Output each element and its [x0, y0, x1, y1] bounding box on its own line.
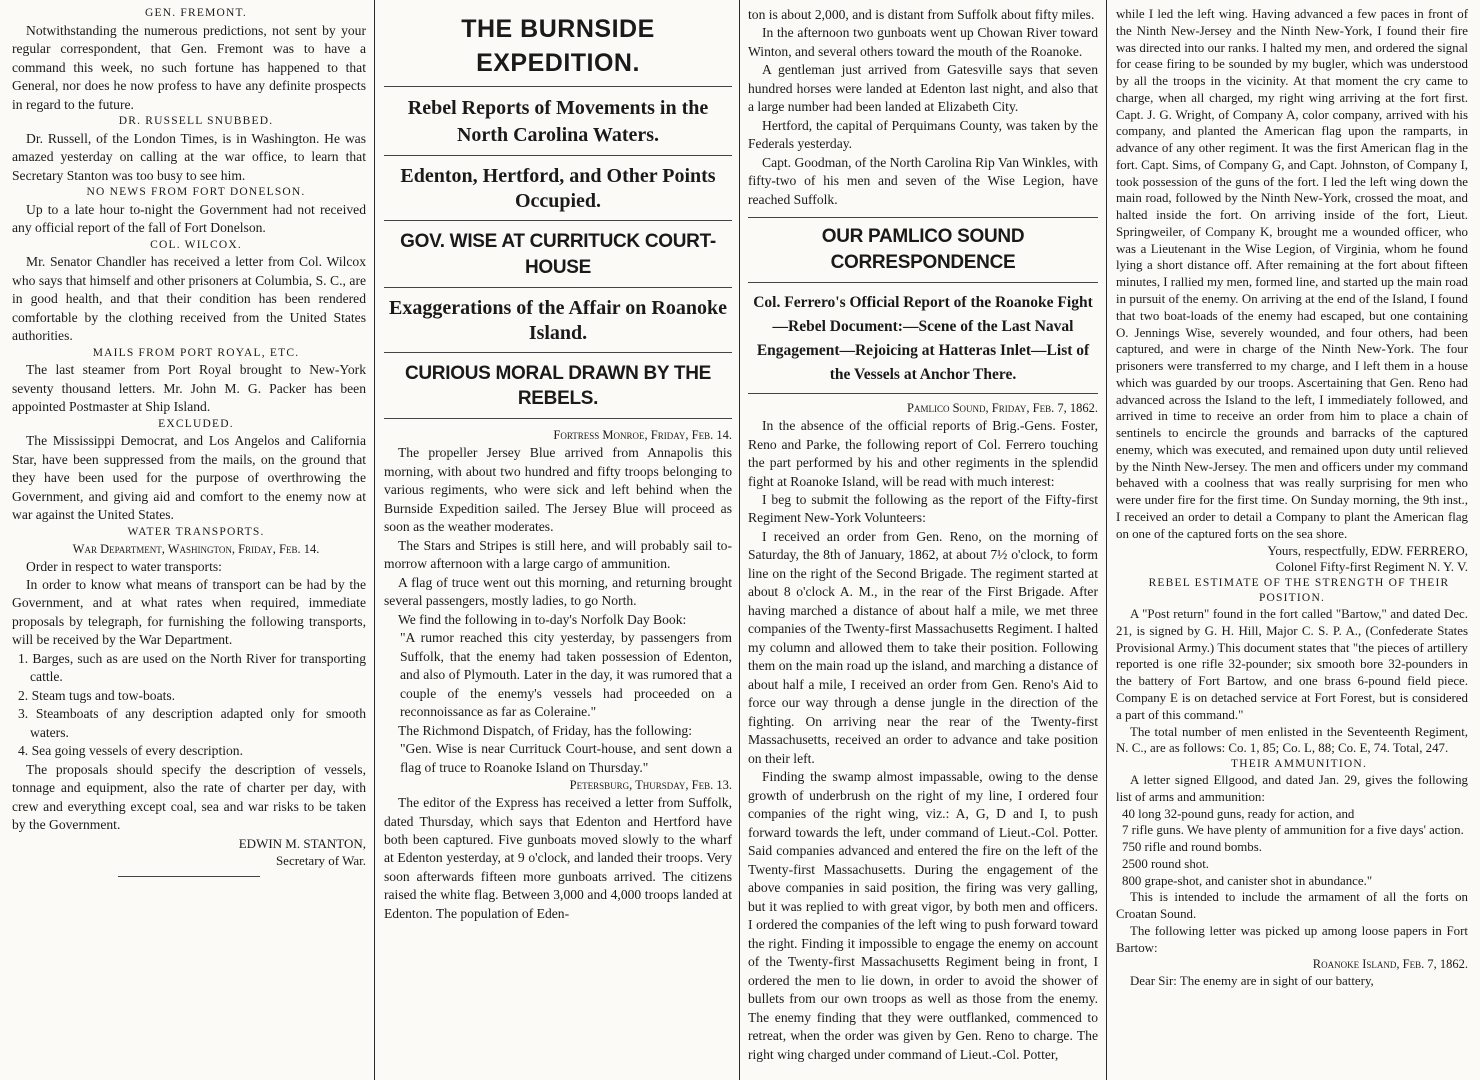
section-head: DR. RUSSELL SNUBBED. — [118, 115, 274, 128]
headline: THE BURNSIDE EXPEDITION. — [384, 12, 732, 87]
headline-deck: CURIOUS MORAL DRAWN BY THE REBELS. — [384, 361, 732, 420]
paragraph: Dear Sir: The enemy are in sight of our battery, — [1130, 973, 1374, 988]
divider — [118, 876, 260, 877]
paragraph: Hertford, the capital of Perquimans County, was taken by the Federals yesterday. — [748, 117, 1098, 152]
column-4 — [1110, 6, 1474, 1074]
paragraph: The last steamer from Port Royal brought to New-York seventy thousand letters. Mr. John M. G. Packer has been appointed Postmaster at Ship Island. — [12, 362, 366, 415]
section-head: THEIR AMMUNITION. — [1230, 758, 1368, 771]
paragraph: This is intended to include the armament of all the forts on Croatan Sound. — [1116, 890, 1468, 922]
paragraph: We find the following in to-day's Norfolk Day Book: — [398, 611, 687, 627]
quoted-text: "Gen. Wise is near Currituck Court-house, and sent down a flag of truce to Roanoke Island on Thursday." — [400, 741, 732, 775]
paragraph: I received an order from Gen. Reno, on the morning of Saturday, the 8th of January, 1862, at about 7½ o'clock, to form line on the right of the Second Brigade. The regiment started at about 8 o'clock A. M., in the rear of the First Brigade. After having marched a distance of about half a mile, we met three companies of the Twenty-first Massachusetts Regiment. I halted my column and allowed them to take their position. Following them on the main road up the island, and marching a distance of about half a mile, I received an order from Gen. Reno's Aid to force our way through a dense jungle in the direction of the fighting. On arriving near the rear of the Twenty-first Massachusetts, received an order to advance and take position on their left. — [748, 528, 1098, 766]
paragraph: A letter signed Ellgood, and dated Jan. 29, gives the following list of arms and ammunition: — [1116, 772, 1468, 804]
column-2 — [378, 6, 738, 1074]
paragraph: I beg to submit the following as the report of the Fifty-first Regiment New-York Volunteers: — [748, 491, 1098, 526]
section-head: EXCLUDED. — [158, 417, 234, 430]
quotation — [384, 629, 732, 721]
list-item: 4. Sea going vessels of every description. — [18, 743, 244, 759]
paragraph: The Mississippi Democrat, and Los Angelos and California Star, have been suppressed from the mails, on the ground that they have been used for the purpose of overthrowing the Government, and giving aid and comfort to the enemy now at war against the United States. — [12, 433, 366, 523]
paragraph: Up to a late hour to-night the Government had not received any official report of the fall of Fort Donelson. — [12, 201, 366, 236]
signature-title: Colonel Fifty-first Regiment N. Y. V. — [1275, 559, 1468, 575]
paragraph: The proposals should specify the description of vessels, tonnage and equipment, also the rate of charter per day, with crew and everything except coal, sea and war risks to be taken by the Government. — [12, 761, 366, 833]
headline: OUR PAMLICO SOUND CORRESPONDENCE — [748, 217, 1098, 283]
paragraph: A flag of truce went out this morning, and returning brought several passengers, mostly ladies, to go North. — [384, 574, 732, 609]
paragraph: The Stars and Stripes is still here, and will probably sail to-morrow afternoon with a large cargo of ammunition. — [384, 537, 732, 572]
column-1 — [6, 6, 372, 1074]
ammunition-list — [1116, 806, 1468, 890]
section-head: REBEL ESTIMATE OF THE STRENGTH OF THEIR POSITION. — [1148, 577, 1450, 605]
dateline: Roanoke Island, Feb. 7, 1862. — [1312, 957, 1468, 972]
paragraph: Order in respect to water transports: — [26, 558, 222, 574]
section-head: COL. WILCOX. — [150, 238, 242, 251]
quotation — [384, 740, 732, 777]
list-item: 2500 round shot. — [1122, 856, 1210, 871]
paragraph: Capt. Goodman, of the North Carolina Rip Van Winkles, with fifty-two of his men and seven of the Wise Legion, have reached Suffolk. — [748, 154, 1098, 207]
dateline: War Department, Washington, Friday, Feb. 14. — [72, 541, 320, 556]
list-item: 1. Barges, such as are used on the North River for transporting cattle. — [18, 650, 366, 685]
headline-deck: Exaggerations of the Affair on Roanoke Island. — [384, 296, 732, 353]
paragraph: In the afternoon two gunboats went up Chowan River toward Winton, and several others toward the mouth of the Roanoke. — [748, 25, 1098, 59]
section-head: GEN. FREMONT. — [145, 7, 247, 19]
paragraph: Mr. Senator Chandler has received a letter from Col. Wilcox who says that himself and other prisoners at Columbia, S. C., are in good health, and that their condition has been rendered comfortable by the clothing received from the United States authorities. — [12, 254, 366, 344]
headline-deck: Rebel Reports of Movements in the North Carolina Waters. — [384, 95, 732, 156]
transport-list — [12, 650, 366, 761]
paragraph: The Richmond Dispatch, of Friday, has the following: — [398, 722, 692, 738]
headline-deck: GOV. WISE AT CURRITUCK COURT-HOUSE — [384, 229, 732, 288]
paragraph: The total number of men enlisted in the Seventeenth Regiment, N. C., are as follows: Co. 1, 85; Co. L, 88; Co. E, 74. Total, 247. — [1116, 724, 1468, 756]
column-rule — [1106, 0, 1107, 1080]
paragraph: The propeller Jersey Blue arrived from Annapolis this morning, with about two hundred and fifty troops belonging to various regiments, who were sick and left behind when the Burnside Expedition sailed. The Jersey Blue will proceed as soon as the weather moderates. — [384, 445, 732, 535]
dateline: Petersburg, Thursday, Feb. 13. — [569, 778, 732, 793]
paragraph: A "Post return" found in the fort called "Bartow," and dated Dec. 21, is signed by G. H. Hill, Major C. S. P. A., (Confederate States Provisional Army.) This document states that "the pieces of artillery reported is one rifle 32-pounder; six smooth bore 32-pounders in the battery of Fort Bartow, and one brass 6-pound field piece. Company E is on detached service at Fort Forest, but is considered a part of this command." — [1116, 607, 1468, 722]
section-head: NO NEWS FROM FORT DONELSON. — [86, 186, 306, 199]
column-rule — [374, 0, 375, 1080]
column-3 — [742, 6, 1104, 1074]
list-item: 7 rifle guns. We have plenty of ammunition for a five days' action. — [1122, 823, 1464, 838]
section-head: WATER TRANSPORTS. — [127, 525, 265, 538]
paragraph: ton is about 2,000, and is distant from Suffolk about fifty miles. — [748, 7, 1095, 22]
list-item: 2. Steam tugs and tow-boats. — [18, 687, 176, 703]
paragraph: A gentleman just arrived from Gatesville says that seven hundred horses were landed at Edenton last night, and also that a large number had been landed at Elizabeth City. — [748, 62, 1098, 115]
dateline: Pamlico Sound, Friday, Feb. 7, 1862. — [907, 401, 1098, 416]
signature: Yours, respectfully, EDW. FERRERO, — [1267, 542, 1468, 558]
list-item: 40 long 32-pound guns, ready for action, and — [1122, 806, 1355, 821]
paragraph: Dr. Russell, of the London Times, is in Washington. He was amazed yesterday on calling at the war office, to learn that Secretary Stanton was too busy to see him. — [12, 130, 366, 183]
list-item: 3. Steamboats of any description adapted only for smooth waters. — [18, 706, 366, 740]
paragraph: The editor of the Express has received a letter from Suffolk, dated Thursday, which says that Edenton and Hertford have both been captured. Five gunboats moved slowly to the wharf at Edenton yesterday, at 9 o'clock, and landed their troops. Very soon afterwards fifteen more gunboats arrived. The citizens raised the white flag. Between 3,000 and 4,000 troops landed at Edenton. The population of Eden- — [384, 795, 732, 921]
paragraph: The following letter was picked up among loose papers in Fort Bartow: — [1116, 923, 1468, 955]
paragraph: In order to know what means of transport can be had by the Government, and at what rates when required, immediate proposals by telegraph, for furnishing the following transports, will be received by the War Department. — [12, 577, 366, 648]
paragraph: while I led the left wing. Having advanced a few paces in front of the Ninth New-Jersey and the Ninth New-York, I found their fire was directed into our ranks. I halted my men, and ordered the signal for cease firing to be sounded by my bugler, which was understood by all the troops in the vicinity. At that moment the cry came to charge, when all charged, my right wing arriving at the fort first. Capt. J. G. Wright, of Company A, color company, arrived with his company, and planted the American flag upon the ramparts, in advance of any other regiment. It was the first American flag in the fort. Capt. Sims, of Company G, and Capt. Johnston, of Company I, took possession of the guns of the fort. I led the left wing down the main road, followed by the Ninth New-York, crossed the moat, and halted inside the fort. On arriving inside of the fort, Lieut. Springweiler, of Company K, brought me a wounded officer, who was a Lieutenant in the Wise Legion, of Virginia, whom he found lying a short distance off. After remaining at the fort about fifteen minutes, I rallied my men, formed line, and started up the main road in pursuit of the enemy. On arriving at the end of the Island, I found that two boat-loads of the enemy had escaped, but one containing O. Jennings Wise, severely wounded, and four others, had been captured, and were in charge of the Ninth New-York. The four prisoners were transferred to my charge, and I left them in a house which was guarded by our troops. Ascertaining that Gen. Reno had advanced across the Island to the left, I immediately followed, and arrived in time to receive an order from him to place a chain of sentinels to encircle the grounds and barracks of the captured enemy, which was executed, and remained upon duty until relieved by the Ninth New-Jersey. The men and officers under my command behaved with a coolness that was really surprising for men who were under fire for the first time. On Sunday morning, the 9th inst., I received an order to detail a Company to plant the American flag on one of the captured forts on the sea shore. — [1116, 7, 1468, 541]
list-item: 800 grape-shot, and canister shot in abundance." — [1122, 873, 1373, 888]
headline-deck: Edenton, Hertford, and Other Points Occupied. — [384, 164, 732, 221]
dateline: Fortress Monroe, Friday, Feb. 14. — [553, 428, 732, 443]
quoted-text: "A rumor reached this city yesterday, by passengers from Suffolk, that the enemy had taken possession of Edenton, and also of Plymouth. Later in the day, it was rumored that a couple of the enemy's vessels had proceeded on a reconnoissance as far as Coleraine." — [400, 630, 732, 720]
signature: EDWIN M. STANTON, — [238, 835, 366, 851]
section-head: MAILS FROM PORT ROYAL, ETC. — [92, 346, 300, 359]
signature-title: Secretary of War. — [275, 853, 366, 869]
paragraph: Notwithstanding the numerous predictions, not sent by your regular correspondent, that Gen. Fremont was to have a command this week, no such fortune has happened to that General, nor does he now profess to have any definite prospects in regard to the future. — [12, 22, 366, 112]
paragraph: In the absence of the official reports of Brig.-Gens. Foster, Reno and Parke, the following report of Col. Ferrero touching the part performed by his and other regiments in the splendid fight at Roanoke Island, will be read with much interest: — [748, 418, 1098, 489]
paragraph: Finding the swamp almost impassable, owing to the dense growth of underbrush on the right of my line, I ordered four companies of the right wing, viz.: A, G, D and I, to push forward towards the left, under command of Lieut.-Col. Potter. Said companies advanced and entered the fire on the left of the Twenty-first Massachusetts. During the engagement of the above companies in said position, the firing was very galling, but it was replied to with great vigor, by both men and officers. I ordered the companies of the left wing to push forward toward the right. Finding it impossible to engage the enemy on account of the Twenty-first Massachusetts Regiment being in front, I ordered the men to lie down, in order to avoid the shower of bullets from our own troops as well as those from the enemy. The enemy finding that they were outflanked, commenced to retreat, when the order was given by Gen. Reno to charge. The right wing charged under command of Lieut.-Col. Potter, — [748, 769, 1098, 1062]
headline-deck: Col. Ferrero's Official Report of the Roanoke Fight —Rebel Document:—Scene of the Last Naval Engagement—Rejoicing at Hatteras Inlet—List of the Vessels at Anchor There. — [748, 291, 1098, 394]
column-rule — [739, 0, 740, 1080]
list-item: 750 rifle and round bombs. — [1122, 840, 1262, 855]
